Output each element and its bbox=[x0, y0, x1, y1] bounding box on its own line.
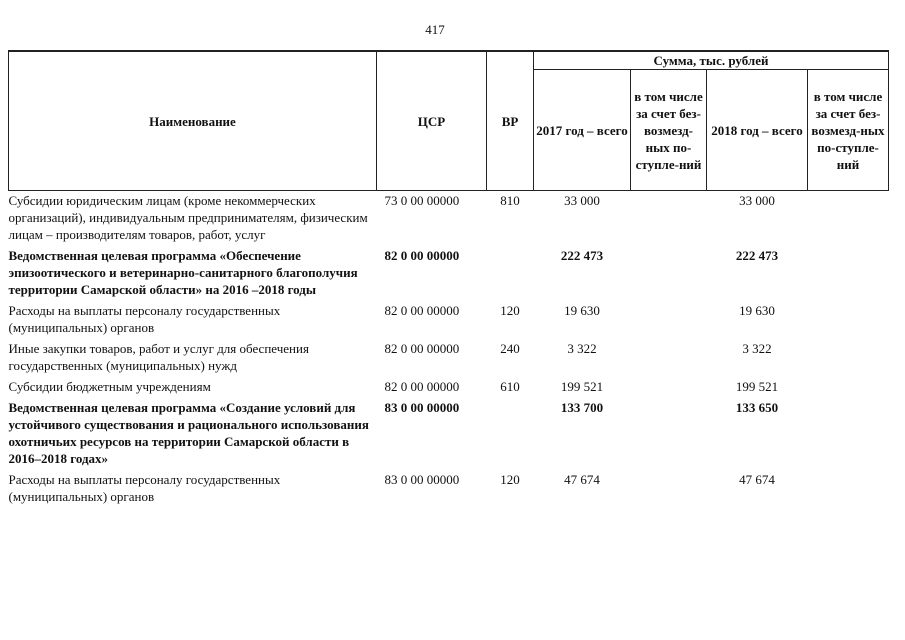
row-vr: 240 bbox=[500, 341, 520, 356]
row-2018-total: 3 322 bbox=[742, 341, 772, 356]
row-2018-gratuitous bbox=[808, 470, 889, 508]
row-2017-total: 33 000 bbox=[564, 193, 600, 208]
table-row bbox=[9, 377, 889, 398]
row-2018-total: 199 521 bbox=[735, 379, 779, 394]
header-2017-total: 2017 год – всего bbox=[534, 70, 631, 191]
row-2018-total: 222 473 bbox=[735, 248, 779, 263]
table-row bbox=[9, 301, 889, 339]
header-vr: ВР bbox=[487, 51, 534, 191]
row-vr: 120 bbox=[500, 303, 520, 318]
row-2017-total: 3 322 bbox=[567, 341, 597, 356]
row-2017-gratuitous bbox=[631, 246, 707, 301]
row-name: Ведомственная целевая программа «Обеспечение эпизоотического и ветеринарно-санитарного благополучия территории Самарской области» на 2016 –2018 годы bbox=[8, 248, 358, 297]
row-csr: 82 0 00 00000 bbox=[384, 341, 460, 356]
row-csr: 82 0 00 00000 bbox=[384, 248, 460, 263]
row-csr: 82 0 00 00000 bbox=[384, 303, 460, 318]
page-number: 417 bbox=[425, 22, 445, 37]
budget-table bbox=[8, 50, 889, 508]
row-name: Иные закупки товаров, работ и услуг для обеспечения государственных (муниципальных) нужд bbox=[8, 341, 309, 373]
row-2018-total: 133 650 bbox=[735, 400, 779, 415]
row-2017-total: 199 521 bbox=[560, 379, 604, 394]
row-2017-gratuitous bbox=[631, 470, 707, 508]
table-row bbox=[9, 470, 889, 508]
row-2018-gratuitous bbox=[808, 339, 889, 377]
row-2018-gratuitous bbox=[808, 377, 889, 398]
row-2018-total: 47 674 bbox=[739, 472, 775, 487]
row-2017-total: 222 473 bbox=[560, 248, 604, 263]
row-name: Субсидии юридическим лицам (кроме некоммерческих организаций), индивидуальным предпринимателям, физическим лицам – производителям товаров, работ, услуг bbox=[8, 193, 368, 242]
row-name: Расходы на выплаты персоналу государственных (муниципальных) органов bbox=[8, 472, 281, 504]
header-name: Наименование bbox=[9, 51, 377, 191]
table-row bbox=[9, 339, 889, 377]
row-2017-total: 133 700 bbox=[560, 400, 604, 415]
row-vr: 810 bbox=[500, 193, 520, 208]
table-body bbox=[9, 191, 889, 509]
row-2017-gratuitous bbox=[631, 377, 707, 398]
table-row bbox=[9, 246, 889, 301]
table-row bbox=[9, 191, 889, 247]
table-row bbox=[9, 398, 889, 470]
row-vr bbox=[487, 398, 534, 470]
row-csr: 83 0 00 00000 bbox=[384, 400, 460, 415]
row-2017-gratuitous bbox=[631, 398, 707, 470]
row-csr: 73 0 00 00000 bbox=[384, 193, 460, 208]
header-2017-gratuitous: в том числе за счет без-возмезд-ных по-ступле-ний bbox=[631, 70, 707, 191]
row-2018-gratuitous bbox=[808, 398, 889, 470]
header-sum-group: Сумма, тыс. рублей bbox=[534, 51, 889, 70]
row-2017-gratuitous bbox=[631, 191, 707, 247]
row-vr bbox=[487, 246, 534, 301]
row-2018-total: 19 630 bbox=[739, 303, 775, 318]
table-header bbox=[9, 51, 889, 191]
row-2017-total: 19 630 bbox=[564, 303, 600, 318]
header-2018-gratuitous: в том числе за счет без-возмезд-ных по-ступле-ний bbox=[808, 70, 889, 191]
header-2018-total: 2018 год – всего bbox=[707, 70, 808, 191]
row-vr: 120 bbox=[500, 472, 520, 487]
row-2018-gratuitous bbox=[808, 301, 889, 339]
row-vr: 610 bbox=[500, 379, 520, 394]
header-csr: ЦСР bbox=[377, 51, 487, 191]
row-2018-gratuitous bbox=[808, 191, 889, 247]
row-2017-gratuitous bbox=[631, 339, 707, 377]
row-name: Ведомственная целевая программа «Создание условий для устойчивого существования и рационального использования охотничьих ресурсов на территории Самарской области в 2016–2018 годах» bbox=[8, 400, 369, 466]
row-2018-gratuitous bbox=[808, 246, 889, 301]
row-csr: 82 0 00 00000 bbox=[384, 379, 460, 394]
row-name: Расходы на выплаты персоналу государственных (муниципальных) органов bbox=[8, 303, 281, 335]
row-csr: 83 0 00 00000 bbox=[384, 472, 460, 487]
row-2017-total: 47 674 bbox=[564, 472, 600, 487]
row-2017-gratuitous bbox=[631, 301, 707, 339]
row-2018-total: 33 000 bbox=[739, 193, 775, 208]
row-name: Субсидии бюджетным учреждениям bbox=[8, 379, 211, 394]
